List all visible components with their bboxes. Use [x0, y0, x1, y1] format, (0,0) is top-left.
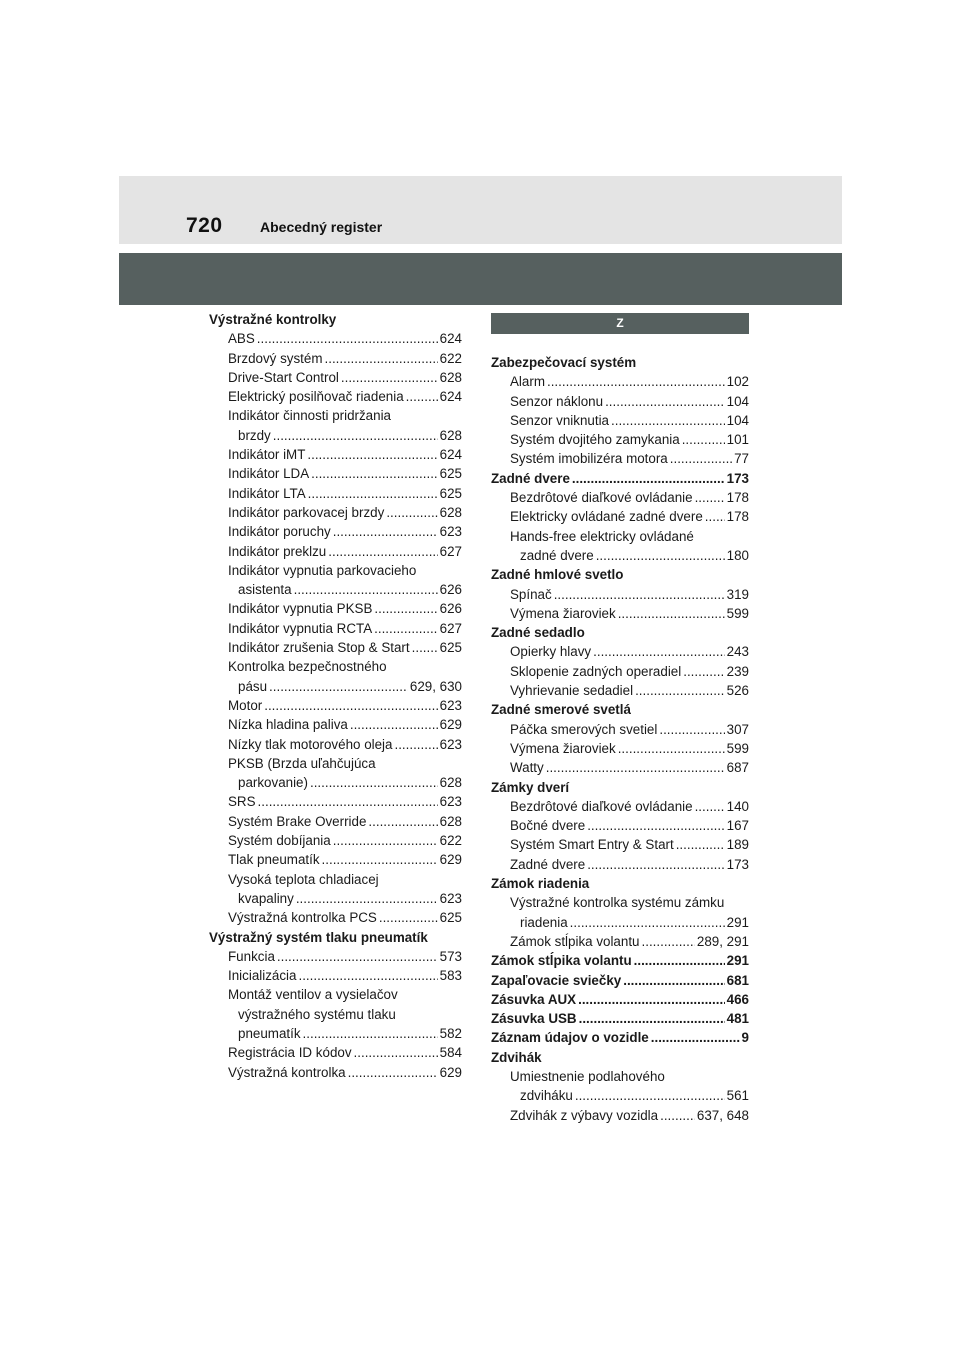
- index-entry: [491, 411, 749, 430]
- index-entry: [209, 406, 462, 425]
- index-entry-page: 167: [726, 818, 749, 834]
- index-entry-text: Spínač: [510, 586, 552, 602]
- index-entry: [209, 947, 462, 966]
- leader-dots: [596, 546, 725, 565]
- index-entry: [491, 913, 749, 932]
- index-entry-text: Inicializácia: [228, 968, 297, 984]
- leader-dots: [682, 430, 725, 449]
- index-entry-text: Zadné dvere: [491, 470, 570, 486]
- index-entry-text: Indikátor iMT: [228, 447, 306, 463]
- index-entry: [209, 1005, 462, 1024]
- leader-dots: [374, 599, 437, 618]
- index-entry-text: Zásuvka AUX: [491, 991, 577, 1007]
- leader-dots: [572, 469, 725, 488]
- index-entry: [209, 908, 462, 927]
- index-entry-page: 573: [439, 948, 462, 964]
- index-entry: [491, 874, 749, 893]
- index-entry-text: Páčka smerových svetiel: [510, 721, 658, 737]
- leader-dots: [623, 971, 724, 990]
- leader-dots: [308, 484, 438, 503]
- index-entry-text: pneumatík: [238, 1025, 301, 1041]
- index-entry-text: Zásuvka USB: [491, 1011, 577, 1027]
- index-entry-text: Elektricky ovládané zadné dvere: [510, 509, 703, 525]
- index-entry: [491, 758, 749, 777]
- leader-dots: [296, 889, 438, 908]
- index-entry: [491, 816, 749, 835]
- leader-dots: [695, 797, 725, 816]
- index-entry-page: 239: [726, 663, 749, 679]
- index-entry-page: 101: [726, 432, 749, 448]
- index-entry: [491, 392, 749, 411]
- index-entry-text: Elektrický posilňovač riadenia: [228, 389, 404, 405]
- index-entry: [209, 831, 462, 850]
- index-entry-page: 583: [439, 968, 462, 984]
- index-entry-text: Sklopenie zadných operadiel: [510, 663, 682, 679]
- leader-dots: [570, 913, 725, 932]
- index-entry-page: 178: [726, 490, 749, 506]
- index-entry-text: Nízka hladina paliva: [228, 717, 348, 733]
- index-entry-page: 599: [726, 605, 749, 621]
- index-entry: [209, 677, 462, 696]
- index-entry: [209, 812, 462, 831]
- leader-dots: [394, 735, 437, 754]
- index-entry-page: 623: [439, 697, 462, 713]
- index-entry-page: 481: [726, 1011, 749, 1027]
- index-entry-page: 582: [439, 1025, 462, 1041]
- leader-dots: [264, 696, 437, 715]
- index-entry: [491, 1086, 749, 1105]
- index-entry-page: 627: [439, 543, 462, 559]
- index-entry-page: 628: [439, 369, 462, 385]
- index-entry: [209, 599, 462, 618]
- index-entry: [491, 681, 749, 700]
- index-entry-text: Montáž ventilov a vysielačov: [228, 987, 398, 1003]
- index-entry-page: 622: [439, 833, 462, 849]
- index-entry-text: Indikátor činnosti pridržania: [228, 408, 392, 424]
- index-entry: [491, 469, 749, 488]
- index-entry-page: 687: [726, 760, 749, 776]
- index-entry: [491, 507, 749, 526]
- index-column-right: [491, 310, 749, 1125]
- index-entry-page: 173: [726, 470, 749, 486]
- leader-dots: [368, 812, 437, 831]
- index-entry-text: Watty: [510, 760, 544, 776]
- leader-dots: [273, 426, 438, 445]
- dark-band: [119, 253, 842, 305]
- index-entry: [209, 773, 462, 792]
- leader-dots: [618, 604, 725, 623]
- index-entry: [209, 850, 462, 869]
- leader-dots: [579, 1009, 725, 1028]
- index-entry-page: 466: [726, 991, 749, 1007]
- index-entry: [491, 855, 749, 874]
- index-entry-page: 307: [726, 721, 749, 737]
- index-column-left: [209, 310, 462, 1082]
- index-entry-text: Indikátor LDA: [228, 466, 310, 482]
- index-entry-text: Výmena žiaroviek: [510, 605, 616, 621]
- leader-dots: [660, 1106, 695, 1125]
- leader-dots: [277, 947, 438, 966]
- index-entry-text: Systém Smart Entry & Start: [510, 837, 674, 853]
- leader-dots: [325, 349, 438, 368]
- index-entry: [209, 985, 462, 1004]
- index-entry-text: ABS: [228, 331, 255, 347]
- index-entry: [491, 720, 749, 739]
- leader-dots: [642, 932, 695, 951]
- index-entry-text: Výstražné kontrolka systému zámku: [510, 895, 725, 911]
- leader-dots: [587, 816, 724, 835]
- leader-dots: [298, 966, 437, 985]
- leader-dots: [322, 850, 438, 869]
- index-entry-text: Systém dvojitého zamykania: [510, 432, 680, 448]
- index-entry: [491, 488, 749, 507]
- index-entry-page: 629: [439, 1064, 462, 1080]
- leader-dots: [303, 1024, 438, 1043]
- index-entry-text: Indikátor poruchy: [228, 524, 331, 540]
- index-entry: [491, 565, 749, 584]
- index-entry-page: 625: [439, 466, 462, 482]
- index-entry-text: brzdy: [238, 427, 271, 443]
- index-entry-text: Indikátor zrušenia Stop & Start: [228, 640, 410, 656]
- leader-dots: [374, 619, 438, 638]
- index-entry: [209, 638, 462, 657]
- index-entry: [491, 932, 749, 951]
- index-entry-text: PKSB (Brzda uľahčujúca: [228, 755, 376, 771]
- index-entry-text: Umiestnenie podlahového: [510, 1068, 665, 1084]
- index-entry-text: Tlak pneumatík: [228, 852, 320, 868]
- leader-dots: [341, 368, 438, 387]
- index-entry: [491, 353, 749, 372]
- index-entry-text: Výstražný systém tlaku pneumatík: [209, 929, 428, 945]
- leader-dots: [659, 720, 724, 739]
- index-entry-page: 189: [726, 837, 749, 853]
- leader-dots: [406, 387, 438, 406]
- leader-dots: [547, 372, 725, 391]
- index-entry-text: Funkcia: [228, 948, 275, 964]
- index-entry: [209, 349, 462, 368]
- index-entry: [209, 715, 462, 734]
- index-entry-text: Bezdrôtové diaľkové ovládanie: [510, 490, 693, 506]
- index-entry-text: Indikátor preklzu: [228, 543, 327, 559]
- leader-dots: [333, 522, 438, 541]
- index-entry-text: Zámky dverí: [491, 779, 570, 795]
- index-entry: [491, 990, 749, 1009]
- index-entry-text: SRS: [228, 794, 256, 810]
- index-entry-text: Bezdrôtové diaľkové ovládanie: [510, 798, 693, 814]
- leader-dots: [683, 662, 724, 681]
- index-entry-page: 623: [439, 794, 462, 810]
- index-entry-page: 628: [439, 504, 462, 520]
- index-entry: [209, 542, 462, 561]
- index-entry: [209, 387, 462, 406]
- leader-dots: [546, 758, 725, 777]
- index-entry: [209, 580, 462, 599]
- index-entry-text: Indikátor vypnutia RCTA: [228, 620, 373, 636]
- index-entry-text: Alarm: [510, 374, 545, 390]
- index-entry: [491, 527, 749, 546]
- index-entry-page: 623: [439, 736, 462, 752]
- index-entry: [209, 484, 462, 503]
- index-entry-text: asistenta: [238, 582, 292, 598]
- leader-dots: [575, 1086, 725, 1105]
- leader-dots: [269, 677, 408, 696]
- index-entry: [491, 430, 749, 449]
- header-band: [119, 176, 842, 244]
- index-entry-page: 629: [439, 717, 462, 733]
- leader-dots: [257, 329, 438, 348]
- index-entry-page: 624: [439, 389, 462, 405]
- page-number: 720: [186, 214, 223, 237]
- index-entry: [491, 642, 749, 661]
- leader-dots: [593, 642, 725, 661]
- leader-dots: [294, 580, 438, 599]
- index-entry: [209, 561, 462, 580]
- index-entry: [209, 310, 462, 329]
- index-entry: [491, 893, 749, 912]
- leader-dots: [350, 715, 438, 734]
- index-entry-page: 526: [726, 683, 749, 699]
- index-entry-text: pásu: [238, 678, 268, 694]
- index-entry-page: 599: [726, 740, 749, 756]
- index-entry-text: Indikátor vypnutia PKSB: [228, 601, 373, 617]
- index-entry: [209, 464, 462, 483]
- leader-dots: [611, 411, 725, 430]
- index-entry-page: 628: [439, 427, 462, 443]
- index-entry-page: 243: [726, 644, 749, 660]
- index-entry-page: 624: [439, 331, 462, 347]
- index-entry-page: 102: [726, 374, 749, 390]
- index-entry-page: 584: [439, 1045, 462, 1061]
- index-entry: [491, 1048, 749, 1067]
- index-entry-text: Hands-free elektricky ovládané: [510, 528, 694, 544]
- index-entry-text: Senzor vniknutia: [510, 412, 609, 428]
- index-entry-text: parkovanie): [238, 775, 308, 791]
- index-entry-page: 104: [726, 412, 749, 428]
- index-entry: [209, 1043, 462, 1062]
- index-entry-text: Vysoká teplota chladiacej: [228, 871, 379, 887]
- index-entry: [209, 426, 462, 445]
- index-entry-text: Zámok riadenia: [491, 876, 590, 892]
- index-entry: [491, 623, 749, 642]
- leader-dots: [676, 835, 725, 854]
- leader-dots: [379, 908, 438, 927]
- index-entry-page: 291: [726, 953, 749, 969]
- index-entry-page: 9: [741, 1030, 749, 1046]
- index-entry-page: 625: [439, 640, 462, 656]
- index-entry-page: 681: [726, 972, 749, 988]
- leader-dots: [310, 773, 438, 792]
- leader-dots: [634, 951, 725, 970]
- index-entry: [209, 503, 462, 522]
- index-entry-text: Motor: [228, 697, 263, 713]
- leader-dots: [348, 1063, 438, 1082]
- index-entry: [209, 928, 462, 947]
- index-entry-page: 625: [439, 910, 462, 926]
- leader-dots: [258, 792, 438, 811]
- index-entry-page: 624: [439, 447, 462, 463]
- index-entry-text: Zdvihák: [491, 1049, 542, 1065]
- index-entry: [491, 739, 749, 758]
- leader-dots: [554, 585, 725, 604]
- index-entry: [209, 657, 462, 676]
- index-entry-page: 622: [439, 350, 462, 366]
- index-entry: [209, 966, 462, 985]
- index-entry-text: Opierky hlavy: [510, 644, 592, 660]
- index-entry-text: kvapaliny: [238, 890, 294, 906]
- index-entry-text: Zadné sedadlo: [491, 625, 585, 641]
- section-title: Abecedný register: [260, 219, 383, 235]
- index-entry: [491, 835, 749, 854]
- index-entry-page: 623: [439, 524, 462, 540]
- index-entry-page: 628: [439, 775, 462, 791]
- index-entry: [209, 735, 462, 754]
- index-entry: [209, 522, 462, 541]
- leader-dots: [605, 392, 725, 411]
- index-entry-page: 623: [439, 890, 462, 906]
- index-entry-text: Zámok stĺpika volantu: [510, 933, 640, 949]
- index-entry-page: 104: [726, 393, 749, 409]
- leader-dots: [618, 739, 725, 758]
- index-entry-text: Kontrolka bezpečnostného: [228, 659, 387, 675]
- leader-dots: [670, 449, 732, 468]
- letter-heading-z: Z: [491, 313, 749, 334]
- index-entry: [209, 870, 462, 889]
- index-entry: [209, 1063, 462, 1082]
- index-entry: [491, 1067, 749, 1086]
- index-entry: [491, 1106, 749, 1125]
- index-entry-text: Zadné smerové svetlá: [491, 702, 631, 718]
- leader-dots: [328, 542, 437, 561]
- leader-dots: [587, 855, 724, 874]
- index-entry: [491, 1009, 749, 1028]
- index-entry-page: 625: [439, 485, 462, 501]
- index-entry: [491, 778, 749, 797]
- leader-dots: [354, 1043, 438, 1062]
- index-entry-page: 626: [439, 582, 462, 598]
- index-entry-page: 289, 291: [696, 933, 749, 949]
- leader-dots: [412, 638, 438, 657]
- index-entry-text: Nízky tlak motorového oleja: [228, 736, 393, 752]
- index-entry-page: 180: [726, 547, 749, 563]
- index-entry-page: 629, 630: [409, 678, 462, 694]
- index-entry-text: Zdvihák z výbavy vozidla: [510, 1107, 659, 1123]
- index-entry-text: Senzor náklonu: [510, 393, 604, 409]
- index-entry-text: Výmena žiaroviek: [510, 740, 616, 756]
- index-entry: [491, 546, 749, 565]
- index-entry-page: 178: [726, 509, 749, 525]
- leader-dots: [333, 831, 438, 850]
- index-entry: [209, 329, 462, 348]
- index-entry-text: zadné dvere: [520, 547, 594, 563]
- index-entry: [209, 889, 462, 908]
- index-entry: [491, 662, 749, 681]
- index-entry: [209, 754, 462, 773]
- index-entry-text: Systém dobíjania: [228, 833, 331, 849]
- index-entry: [491, 604, 749, 623]
- leader-dots: [651, 1028, 740, 1047]
- index-entry: [491, 585, 749, 604]
- leader-dots: [578, 990, 725, 1009]
- leader-dots: [705, 507, 725, 526]
- index-entry-page: 628: [439, 813, 462, 829]
- index-entry-page: 626: [439, 601, 462, 617]
- index-entry-text: Brzdový systém: [228, 350, 323, 366]
- index-entries-z: [491, 353, 749, 1125]
- index-entry: [209, 368, 462, 387]
- index-entry-page: 291: [726, 914, 749, 930]
- index-entry-text: Vyhrievanie sedadiel: [510, 683, 634, 699]
- leader-dots: [635, 681, 725, 700]
- index-entry-text: Bočné dvere: [510, 818, 586, 834]
- index-entry: [491, 951, 749, 970]
- index-entry-text: Zadné dvere: [510, 856, 586, 872]
- leader-dots: [695, 488, 725, 507]
- index-entry-text: Indikátor parkovacej brzdy: [228, 504, 385, 520]
- index-entry-text: Registrácia ID kódov: [228, 1045, 352, 1061]
- index-entry: [491, 372, 749, 391]
- index-entry-text: zdviháku: [520, 1088, 573, 1104]
- index-entry-text: Zadné hmlové svetlo: [491, 567, 624, 583]
- index-entry-text: riadenia: [520, 914, 568, 930]
- index-entry-text: Zabezpečovací systém: [491, 355, 637, 370]
- index-entry-page: 629: [439, 852, 462, 868]
- index-entry-text: Indikátor LTA: [228, 485, 306, 501]
- index-entry: [491, 971, 749, 990]
- index-entry: [209, 619, 462, 638]
- index-entry-text: Záznam údajov o vozidle: [491, 1030, 649, 1046]
- index-entry: [491, 1028, 749, 1047]
- index-entry-text: Indikátor vypnutia parkovacieho: [228, 562, 417, 578]
- index-entry-page: 77: [734, 451, 749, 467]
- index-entry-text: Zapaľovacie sviečky: [491, 972, 622, 988]
- index-entry-text: Výstražná kontrolka PCS: [228, 910, 377, 926]
- index-entry-text: Systém imobilizéra motora: [510, 451, 668, 467]
- index-entry: [491, 797, 749, 816]
- index-entry-text: Výstražná kontrolka: [228, 1064, 346, 1080]
- index-entry: [209, 792, 462, 811]
- leader-dots: [307, 445, 437, 464]
- index-entry: [209, 445, 462, 464]
- index-entry-text: výstražného systému tlaku: [238, 1006, 396, 1022]
- index-entry-text: Drive-Start Control: [228, 369, 339, 385]
- index-entry: [209, 696, 462, 715]
- index-entry-page: 319: [726, 586, 749, 602]
- index-entry-text: Zámok stĺpika volantu: [491, 953, 632, 969]
- index-entry: [491, 449, 749, 468]
- index-entry: [209, 1024, 462, 1043]
- index-entry-page: 173: [726, 856, 749, 872]
- index-entry-page: 627: [439, 620, 462, 636]
- index-entry-text: Výstražné kontrolky: [209, 312, 337, 327]
- index-entry: [491, 700, 749, 719]
- leader-dots: [386, 503, 437, 522]
- index-entry-page: 561: [726, 1088, 749, 1104]
- index-entry-page: 637, 648: [696, 1107, 749, 1123]
- index-entry-page: 140: [726, 798, 749, 814]
- index-entry-text: Systém Brake Override: [228, 813, 367, 829]
- leader-dots: [311, 464, 438, 483]
